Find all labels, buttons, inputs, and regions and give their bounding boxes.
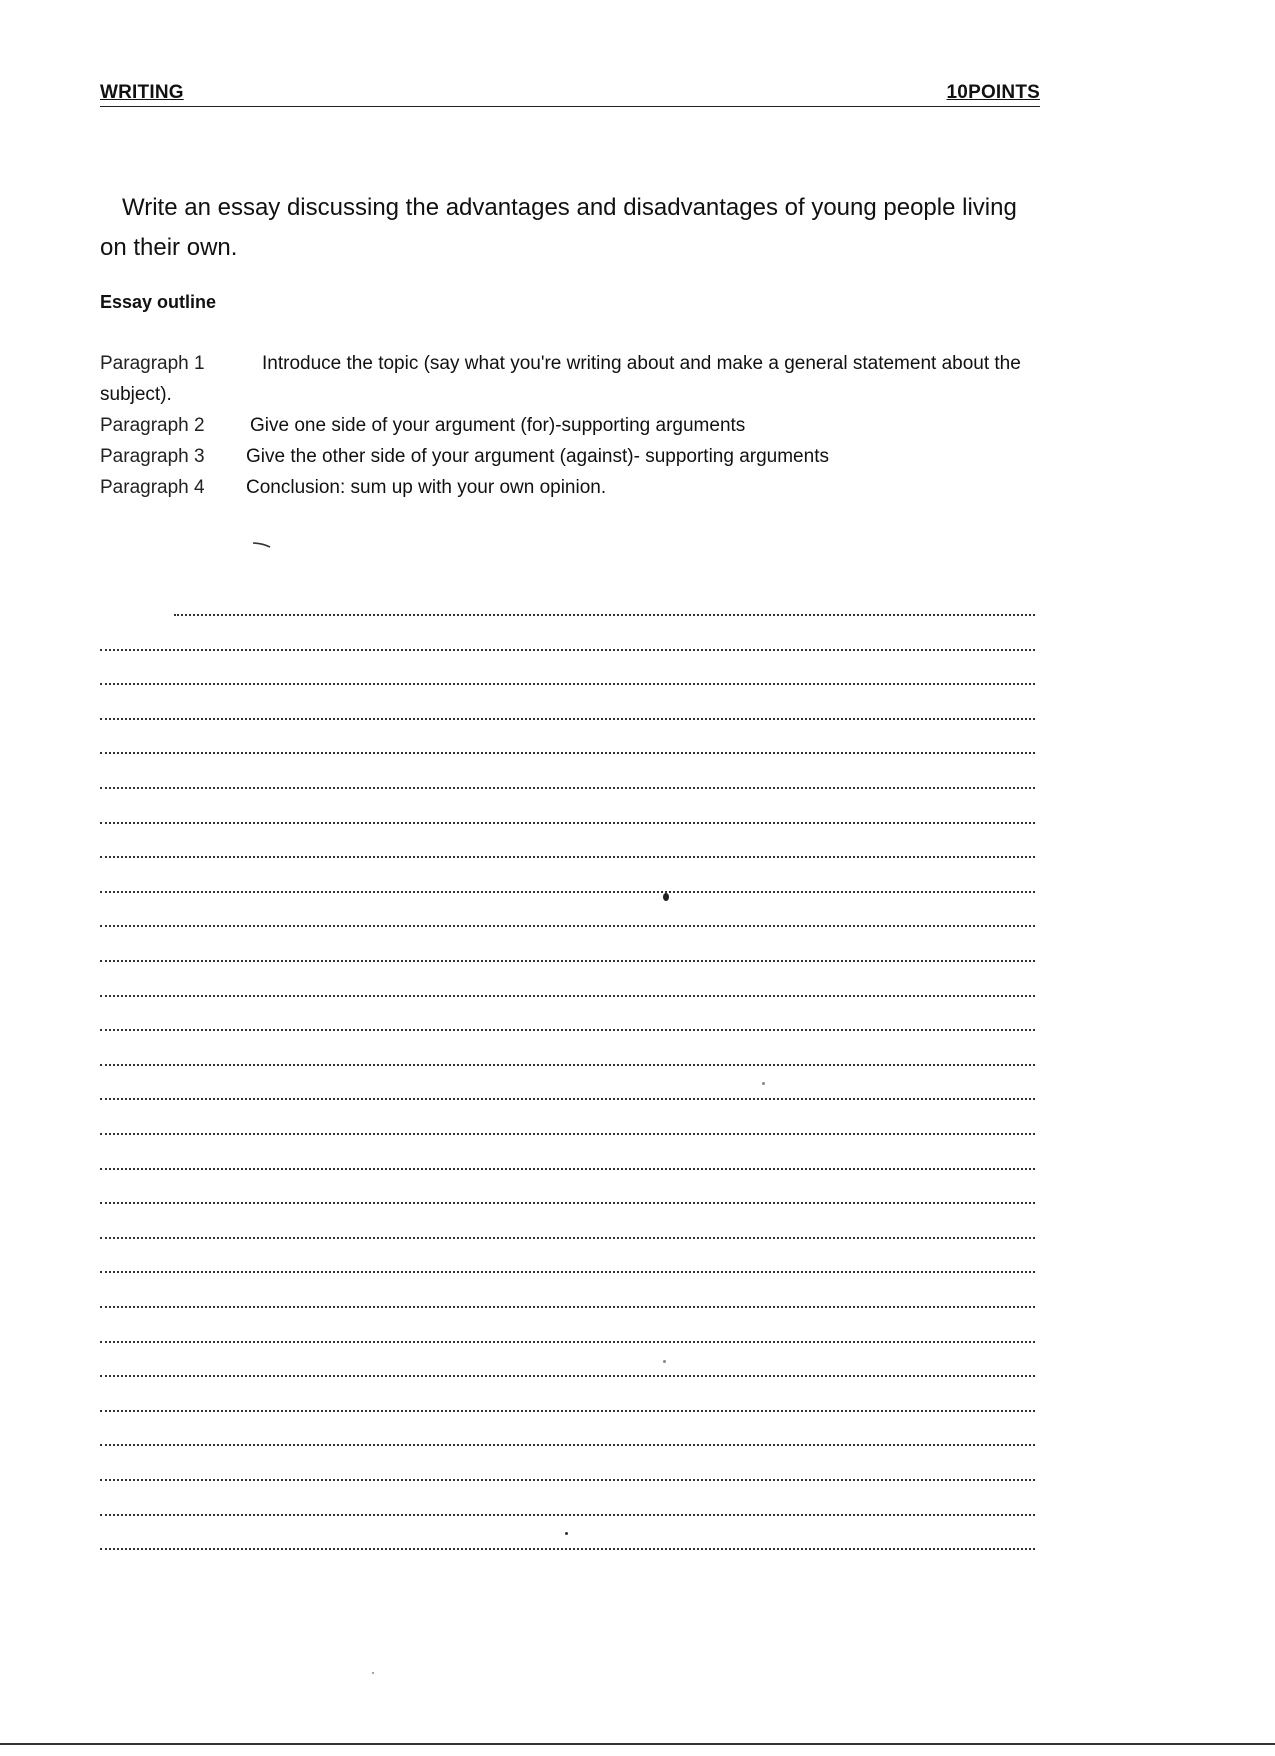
ink-speck bbox=[762, 1082, 765, 1085]
answer-line[interactable] bbox=[100, 1064, 1035, 1066]
outline-item-text: Conclusion: sum up with your own opinion. bbox=[246, 477, 607, 498]
answer-line[interactable] bbox=[100, 1444, 1035, 1446]
outline-item-label: Paragraph 1 bbox=[100, 353, 205, 374]
ink-speck bbox=[372, 1672, 374, 1674]
answer-line[interactable] bbox=[100, 1375, 1035, 1377]
answer-line[interactable] bbox=[100, 925, 1035, 927]
answer-line[interactable] bbox=[100, 995, 1035, 997]
answer-line[interactable] bbox=[100, 718, 1035, 720]
answer-line[interactable] bbox=[100, 1514, 1035, 1516]
answer-line[interactable] bbox=[100, 787, 1035, 789]
footer-rule bbox=[0, 1743, 1275, 1745]
answer-line[interactable] bbox=[100, 891, 1035, 893]
outline-item-paragraph-4 bbox=[100, 472, 1040, 503]
outline-title: Essay outline bbox=[100, 292, 217, 312]
answer-line[interactable] bbox=[100, 1410, 1035, 1412]
section-title: WRITING bbox=[100, 82, 184, 103]
ink-speck bbox=[663, 893, 669, 901]
outline-item-text: Give the other side of your argument (against)- supporting arguments bbox=[246, 446, 829, 467]
points-label: 10POINTS bbox=[946, 82, 1040, 103]
outline-item-label: Paragraph 3 bbox=[100, 446, 205, 467]
ink-speck bbox=[663, 1360, 666, 1363]
answer-line[interactable] bbox=[100, 1479, 1035, 1481]
section-header bbox=[100, 80, 1040, 107]
outline-item-text: Give one side of your argument (for)-supporting arguments bbox=[250, 415, 746, 436]
outline-item-label: Paragraph 2 bbox=[100, 415, 205, 436]
answer-line[interactable] bbox=[100, 752, 1035, 754]
answer-line[interactable] bbox=[100, 822, 1035, 824]
answer-line[interactable] bbox=[100, 1202, 1035, 1204]
answer-line[interactable] bbox=[100, 1133, 1035, 1135]
answer-line[interactable] bbox=[100, 1237, 1035, 1239]
answer-line[interactable] bbox=[174, 614, 1035, 616]
answer-line[interactable] bbox=[100, 1271, 1035, 1273]
answer-writing-area[interactable] bbox=[100, 600, 1035, 1570]
outline-item-paragraph-3 bbox=[100, 441, 1040, 472]
outline-item-label: Paragraph 4 bbox=[100, 477, 205, 498]
outline-item-text: Introduce the topic (say what you're writing about and make a general statement about the subject). bbox=[100, 353, 1021, 405]
answer-line[interactable] bbox=[100, 960, 1035, 962]
answer-line[interactable] bbox=[100, 1168, 1035, 1170]
essay-prompt: Write an essay discussing the advantages and disadvantages of young people living on their own. bbox=[100, 194, 1017, 261]
ink-speck bbox=[565, 1532, 568, 1535]
answer-line[interactable] bbox=[100, 1098, 1035, 1100]
outline-item-paragraph-2 bbox=[100, 410, 1040, 441]
essay-outline bbox=[100, 348, 1040, 503]
answer-line[interactable] bbox=[100, 649, 1035, 651]
answer-line[interactable] bbox=[100, 1306, 1035, 1308]
outline-item-paragraph-1 bbox=[100, 348, 1040, 410]
answer-line[interactable] bbox=[100, 1341, 1035, 1343]
pen-mark-icon bbox=[252, 540, 274, 550]
answer-line[interactable] bbox=[100, 1548, 1035, 1550]
answer-line[interactable] bbox=[100, 683, 1035, 685]
answer-line[interactable] bbox=[100, 856, 1035, 858]
answer-line[interactable] bbox=[100, 1029, 1035, 1031]
